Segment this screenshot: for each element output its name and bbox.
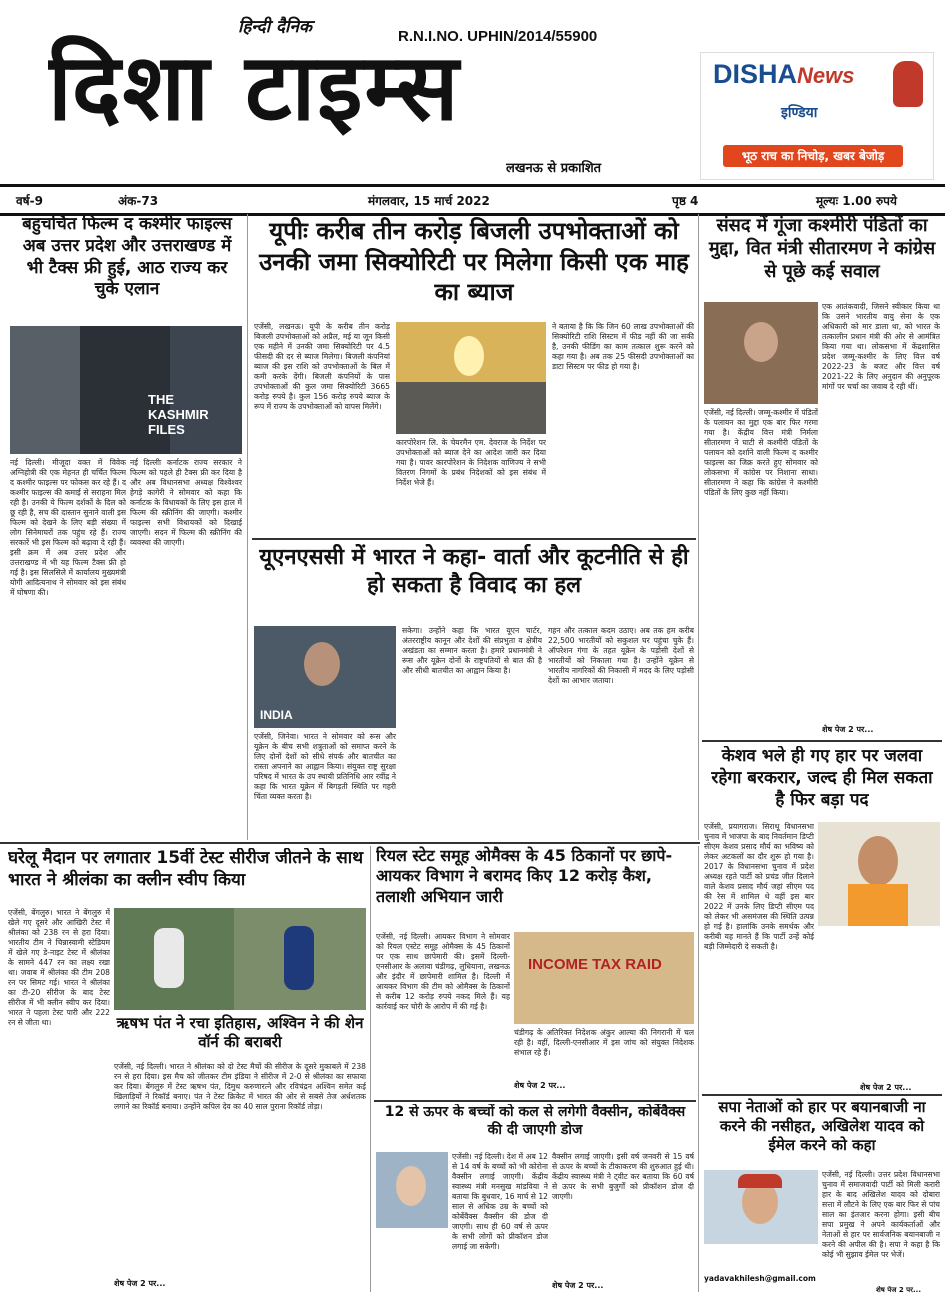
omaxe-body-2: चंडीगढ़ के अतिरिक्त निदेशक अंकुर आल्या की निगरानी में चल रही है। वहीं, दिल्ली-एनसीआर में इस जांच को संयुक्त निदेशक संभाल रहे हैं।: [514, 1028, 694, 1057]
published-from: लखनऊ से प्रकाशित: [506, 161, 602, 176]
akhilesh-headline: सपा नेताओं को हार पर बयानबाजी ना करने की नसीहत, अखिलेश यादव को ईमेल करने को कहा: [718, 1098, 926, 1155]
disha-news-logo: [700, 52, 934, 180]
unsc-body-2: सकेगा। उन्होंने कहा कि भारत यूएन चार्टर, अंतरराष्ट्रीय कानून और देशों की संप्रभुता व क्षेत्रीय अखंडता का सम्मान करता है। हमारे प्रधानमंत्री ने रूस और यूक्रेन दोनों के राष्ट्रपतियों से बात की है और सीधी बातचीत का आह्वान किया है।: [402, 626, 542, 675]
pant-body: एजेंसी, नई दिल्ली। भारत ने श्रीलंका को दो टेस्ट मैचों की सीरीज के दूसरे मुकाबले में 238 रन से हरा दिया। इस मैच को जीतकर टीम इंडिया ने सीरीज में 2-0 से श्रीलंका का सफाया कर दिया। बेंगलुरु में टेस्ट ऋषभ पंत, दिमुथ करुणारत्ने और रविचंद्रन अश्विन समेत कई खिलाड़ियों ने रिकॉर्ड बनाए। पंत ने टेस्ट क्रिकेट में भारत की ओर से सबसे तेज अर्धशतक लगाने का रिकॉर्ड बनाया। उन्होंने कपिल देव का 40 साल पुराना रिकॉर्ड तोड़ा।: [114, 1062, 366, 1111]
issue-number: अंक-73: [118, 194, 159, 208]
cricket-headline: घरेलू मैदान पर लगातार 15वीं टेस्ट सीरीज जीतने के साथ भारत ने श्रीलंका का क्लीन स्वीप किया: [8, 848, 364, 890]
kashmir-files-photo: [10, 326, 242, 454]
akhilesh-photo: [704, 1170, 818, 1244]
parliament-photo: [704, 302, 818, 404]
keshav-body-2: [818, 930, 940, 1080]
unsc-photo-caption: INDIA: [260, 708, 293, 722]
kashmir-files-body: नई दिल्ली। मीजूदा वक्त में विवेक अग्निहोत्री की एक मेहनत ही चर्चित फिल्म द कश्मीर फाइल्स पर फोकस कर रहे हैं। द कश्मीर फाइल्स की कमाई से सराहना मिल रही है। उनकी ये फिल्म दर्शकों के दिल को छू रही है, सच की दास्तान सुनाने वाली इस फिल्म को देखने के लिए बड़ी संख्या में लोग सिनेमाघरों तक पहुंच रहे हैं। राज्य सरकारें भी इस फिल्म को बढ़ावा दे रही हैं। इसी क्रम में अब उत्तर प्रदेश और उत्तराखण्ड में भी यह फिल्म टैक्स फ्री हो गई है। इस सिलसिले में कार्यालय मुख्यमंत्री योगी आदित्यनाथ ने सोमवार को इस संबंध में घोषणा की।: [10, 458, 126, 597]
electricity-body-3: ने बताया है कि कि जिन 60 लाख उपभोक्ताओं की सिक्योरिटी राशि सिस्टम में फीड नहीं की जा सकी है, उनकी फीडिंग का काम तत्काल शुरू करने को कहा गया है। अब तक 25 फीसदी उपभोक्ताओं का डाटा सिस्टम पर फीड हो गया है।: [552, 322, 694, 371]
vaccine-body: एजेंसी। नई दिल्ली। देश में अब 12 से 14 वर्ष के बच्चों को भी कोरोना वैक्सीन लगाई जाएगी। केंद्रीय स्वास्थ्य मंत्री मनसुख मांडविया ने बताया कि बुधवार, 16 मार्च से 12 साल से अधिक उम्र के बच्चों को कोर्बेवैक्स वैक्सीन की डोज दी जाएगी। साथ ही 60 वर्ष से ऊपर के सभी लोगों को प्रीकॉशन डोज लगाई जा सकेगी।: [452, 1152, 548, 1251]
vaccine-body-2: वैक्सीन लगाई जाएगी। इसी वर्ष जनवरी से 15 वर्ष से ऊपर के बच्चों के टीकाकरण की शुरुआत हुई थी। केंद्रीय स्वास्थ्य मंत्री ने ट्वीट कर बताया कि 60 वर्ष से ऊपर के सभी बुजुर्गों को प्रीकॉशन डोज दी जाएगी।: [552, 1152, 694, 1201]
keshav-photo: [818, 822, 940, 926]
unsc-body-3: गहन और तत्काल कदम उठाए। अब तक हम करीब 22,500 भारतीयों को सकुशल घर पहुंचा चुके हैं। ऑपरेशन गंगा के तहत यूक्रेन के पड़ोसी देशों से भारतीयों को निकाला गया है। उन्होंने यूक्रेन से भारतीय नागरिकों की निकासी में मदद के लिए पड़ोसी देशों का आभार जताया।: [548, 626, 694, 685]
vaccine-continued: शेष पेज 2 पर...: [552, 1281, 604, 1290]
page-number: पृष्ठ 4: [672, 194, 699, 208]
issue-info-bar: [0, 184, 945, 216]
keshav-continued: शेष पेज 2 पर...: [860, 1083, 912, 1092]
unsc-photo: [254, 626, 396, 728]
kashmir-files-body-2: नई दिल्लीः कर्नाटक राज्य सरकार ने फिल्म को पहले ही टैक्स फ्री कर दिया है और अब विधानसभा अध्यक्ष विश्वेश्वर हेगड़े कागेरी ने सोमवार को कहा कि कर्नाटक के विधायकों के लिए इस हाल में फिल्म की स्क्रीनिंग की जाएगी। कश्मीर फाइल्स सभी विधायकों को दिखाई जाएगी। सदन में फिल्म की स्क्रीनिंग की व्यवस्था की जाएगी।: [130, 458, 242, 547]
omaxe-photo-caption: INCOME TAX RAID: [528, 956, 662, 973]
issue-price: मूल्यः 1.00 रुपये: [816, 194, 897, 208]
kashmir-files-headline: बहुचर्चित फिल्म द कश्मीर फाइल्स अब उत्तर प्रदेश और उत्तराखण्ड में भी टैक्स फ्री हुई, आठ राज्य कर चुके एलान: [22, 214, 232, 300]
akhilesh-email: yadavakhilesh@gmail.com: [704, 1274, 816, 1283]
logo-brand: DISHA: [713, 59, 798, 89]
masthead-title: दिशा टाइम्स: [48, 33, 461, 141]
keshav-body: एजेंसी, प्रयागराज। सिराथू विधानसभा चुनाव में भाजपा के बाद निवर्तमान डिप्टी सीएम केशव प्रसाद मौर्य का भविष्य को लेकर अटकलों का दौर शुरू हो गया है। 2017 के विधानसभा चुनाव में प्रदेश अध्यक्ष रहते पार्टी को प्रचंड जीत दिलाने वाले केशव प्रसाद मौर्य जहां सीएम पद की रेस में शामिल थे वहीं इस बार 2022 में उनके लिए डिप्टी सीएम पद को लेकर भी असमंजस की स्थिति उत्पन्न हो गई है। हालांकि उनके समर्थक और करीबी यह मानते हैं कि पार्टी उन्हें कोई बड़ी जिम्मेदारी दे सकती है।: [704, 822, 814, 951]
electricity-headline: यूपीः करीब तीन करोड़ बिजली उपभोक्ताओं को उनकी जमा सिक्योरिटी पर मिलेगा किसी एक माह का ब्याज: [259, 217, 689, 307]
electricity-photo: [396, 322, 546, 434]
kashmir-files-photo-caption: THE KASHMIR FILES: [148, 392, 209, 437]
unsc-headline: यूएनएससी में भारत ने कहा- वार्ता और कूटनीति से ही हो सकता है विवाद का हल: [259, 545, 689, 599]
omaxe-body: एजेंसी, नई दिल्ली। आयकर विभाग ने सोमवार को रियल एस्टेट समूह ओमैक्स के 45 ठिकानों पर एक साथ छापेमारी की। इसमें दिल्ली-एनसीआर के अलावा चंडीगढ़, लुधियाना, लखनऊ और इंदौर में छापेमारी शामिल है। दिल्ली में आयकर विभाग की टीम को ओमैक्स के ठिकानों से करीब 12 करोड़ रुपये नकद मिले हैं। यह कार्रवाई कर चोरी के आरोप में की गई है।: [376, 932, 510, 1011]
parliament-body-2: एक आतंकवादी, जिसने स्वीकार किया था कि उसने भारतीय वायु सेना के एक अधिकारी को मार डाला था, को भारत के तत्कालीन प्रधान मंत्री की ओर से आमंत्रित किया गया था। लोकसभा में केंद्रशासित प्रदेश जम्मू-कश्मीर के लिए वित्त वर्ष 2022-23 के बजट और वित्त वर्ष 2021-22 के लिए अनुदान की अनुपूरक मांगों पर चर्चा का जवाब दे रही थीं।: [822, 302, 940, 391]
akhilesh-continued: शेष पेज 2 पर...: [876, 1286, 921, 1294]
omaxe-photo: [514, 932, 694, 1024]
keshav-headline: केशव भले ही गए हार पर जलवा रहेगा बरकरार, जल्द ही मिल सकता है फिर बड़ा पद: [711, 746, 933, 810]
logo-tagline: भूठ राच का निचोड़, खबर बेजोड़: [723, 145, 903, 167]
electricity-body-2: कारपोरेशन लि. के चेयरमैन एम. देवराज के निर्देश पर उपभोक्ताओं को ब्याज देने का आदेश जारी कर दिया गया है। पावर कारपोरेशन के निदेशक वाणिज्य ने सभी वितरण निगमों के प्रबंध निदेशकों को इस संबंध में निर्देश भेजे हैं।: [396, 438, 546, 487]
issue-date: मंगलवार, 15 मार्च 2022: [368, 194, 490, 208]
vaccine-headline: 12 से ऊपर के बच्चों को कल से लगेगी वैक्सीन, कोर्बेवैक्स की दी जाएगी डोज: [384, 1104, 686, 1138]
pant-continued: शेष पेज 2 पर...: [114, 1279, 166, 1288]
cricket-body: एजेंसी, बेंगलुरु। भारत ने बेंगलुरु में खेले गए दूसरे और आखिरी टेस्ट में श्रीलंका को 238 रन से हरा दिया। भारतीय टीम ने चिन्नास्वामी स्टेडियम में खेले गए डे-नाइट टेस्ट में श्रीलंका के सामने 447 रन का लक्ष्य रखा था। जवाब में श्रीलंका की टीम 208 रन पर सिमट गई। भारत ने श्रीलंका का टी-20 सीरीज के बाद टेस्ट सीरीज में भी क्लीन स्वीप कर दिया। भारत ने पहला टेस्ट पारी और 222 रन से जीता था।: [8, 908, 110, 1027]
parliament-body: एजेंसी, नई दिल्ली। जम्मू-कश्मीर में पंडितों के पलायन का मुद्दा एक बार फिर गरमा गया है। केंद्रीय वित्त मंत्री निर्मला सीतारमण ने घाटी से कश्मीरी पंडितों के पलायन को दर्शाने वाली फिल्म द कश्मीर फाइल्स का जिक्र करते हुए सोमवार को लोकसभा में कांग्रेस पर निशाना साधा। सीतारमण ने कहा कि कांग्रेस ने कश्मीरी पंडितों के लिए कुछ नहीं किया।: [704, 408, 818, 497]
akhilesh-body-2: [704, 1248, 818, 1272]
pant-headline: ऋषभ पंत ने रचा इतिहास, अश्विन ने की शेन वॉर्न की बराबरी: [116, 1014, 364, 1052]
issue-year: वर्ष-9: [16, 194, 43, 208]
omaxe-continued: शेष पेज 2 पर...: [514, 1081, 566, 1090]
cricket-photo: [114, 908, 366, 1010]
vaccine-photo: [376, 1152, 448, 1228]
logo-brand-accent: News: [797, 63, 855, 88]
electricity-body: एजेंसी, लखनऊ। यूपी के करीब तीन करोड़ बिजली उपभोक्ताओं को अप्रैल, मई या जून किसी एक महीने में उनकी जमा सिक्योरिटी पर 4.5 फीसदी की दर से ब्याज मिलेगा। बिजली कंपनियां ब्याज की इस राशि को उपभोक्ताओं के बिल में कमी करके देंगी। बिजली कंपनियों के पास उपभोक्ताओं की कुल जमा सिक्योरिटी 3665 करोड़ रुपये है। कुल 156 करोड़ रुपये ब्याज के रूप में राज्य के उपभोक्ताओं को वापस मिलेंगे।: [254, 322, 390, 411]
omaxe-headline: रियल स्टेट समूह ओमैक्स के 45 ठिकानों पर छापे- आयकर विभाग ने बरामद किए 12 करोड़ कैश, तलाशी अभियान जारी: [376, 846, 673, 906]
parliament-continued: शेष पेज 2 पर...: [822, 725, 874, 734]
akhilesh-body: एजेंसी, नई दिल्ली। उत्तर प्रदेश विधानसभा चुनाव में समाजवादी पार्टी को मिली करारी हार के बाद अखिलेश यादव को दोबारा सत्ता में लौटने के लिए एक बार फिर से पांच साल का इंतजार करना होगा। इसी बीच सपा प्रमुख ने अपने कार्यकर्ताओं और नेताओं से हार पर सार्वजनिक बयानबाजी न करने की अपील की है। सपा ने कहा है कि कोई भी सुझाव ईमेल पर भेजें।: [822, 1170, 940, 1259]
microphone-icon: [893, 61, 923, 107]
rni-number: R.N.I.NO. UPHIN/2014/55900: [398, 28, 598, 45]
logo-subtitle: इण्डिया: [781, 105, 818, 121]
unsc-body: एजेंसी, जिनेवा। भारत ने सोमवार को रूस और यूक्रेन के बीच सभी शत्रुताओं को समाप्त करने के लिए दोनों देशों को सीधे संपर्क और बातचीत का रास्ता अपनाने का आह्वान किया। संयुक्त राष्ट्र सुरक्षा परिषद में भारत के उप स्थायी प्रतिनिधि आर रवींद्र ने कहा कि भारत यूक्रेन में बिगड़ती स्थिति पर गहरी चिंता व्यक्त करता है।: [254, 732, 396, 801]
parliament-headline: संसद में गूंजा कश्मीरी पंडितों का मुद्दा, वित मंत्री सीतारमण ने कांग्रेस से पूछे कई सवाल: [708, 215, 936, 283]
masthead-daily-label: हिन्दी दैनिक: [238, 17, 312, 37]
